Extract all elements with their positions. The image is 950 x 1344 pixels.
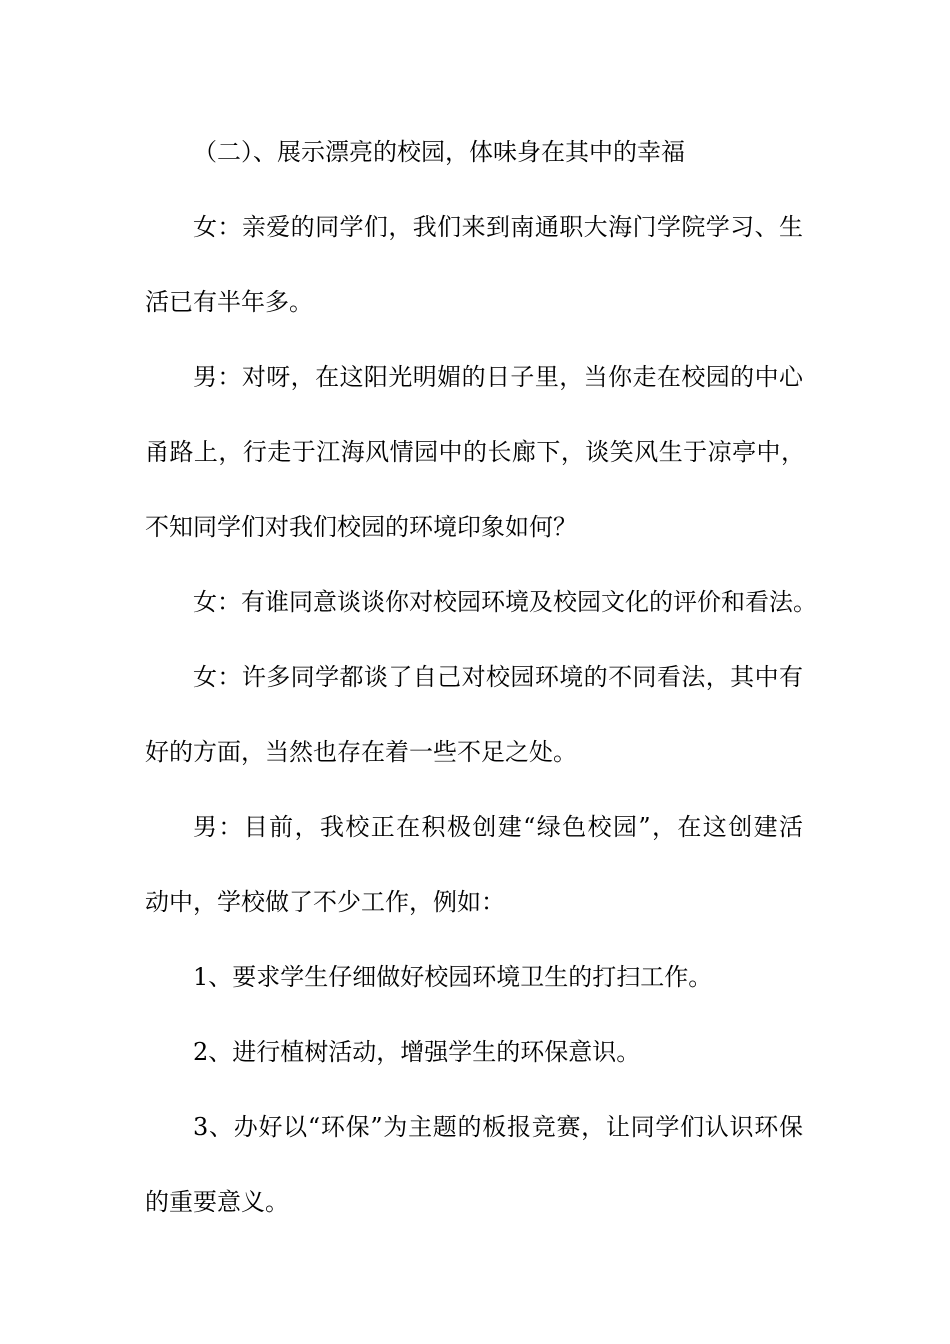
paragraph-line: 女：亲爱的同学们，我们来到南通职大海门学院学习、生 [193, 213, 803, 241]
list-item: 2、进行植树活动，增强学生的环保意识。 [193, 1038, 641, 1066]
paragraph-line: 男：目前，我校正在积极创建“绿色校园”，在这创建活 [193, 813, 803, 841]
section-heading: （二）、展示漂亮的校园，体味身在其中的幸福 [193, 138, 685, 166]
paragraph-line: 好的方面，当然也存在着一些不足之处。 [145, 738, 577, 766]
paragraph-line: 的重要意义。 [145, 1188, 289, 1216]
list-item: 1、要求学生仔细做好校园环境卫生的打扫工作。 [193, 963, 713, 991]
list-item: 3、办好以“环保”为主题的板报竞赛，让同学们认识环保 [193, 1113, 803, 1141]
paragraph-line: 女：许多同学都谈了自己对校园环境的不同看法，其中有 [193, 663, 803, 691]
paragraph-line: 男：对呀，在这阳光明媚的日子里，当你走在校园的中心 [193, 363, 803, 391]
paragraph-line: 不知同学们对我们校园的环境印象如何？ [145, 513, 577, 541]
paragraph-line: 动中，学校做了不少工作，例如： [145, 888, 505, 916]
paragraph-line: 女：有谁同意谈谈你对校园环境及校园文化的评价和看法。 [193, 588, 817, 616]
paragraph-line: 活已有半年多。 [145, 288, 313, 316]
paragraph-line: 甬路上，行走于江海风情园中的长廊下，谈笑风生于凉亭中， [145, 438, 805, 466]
